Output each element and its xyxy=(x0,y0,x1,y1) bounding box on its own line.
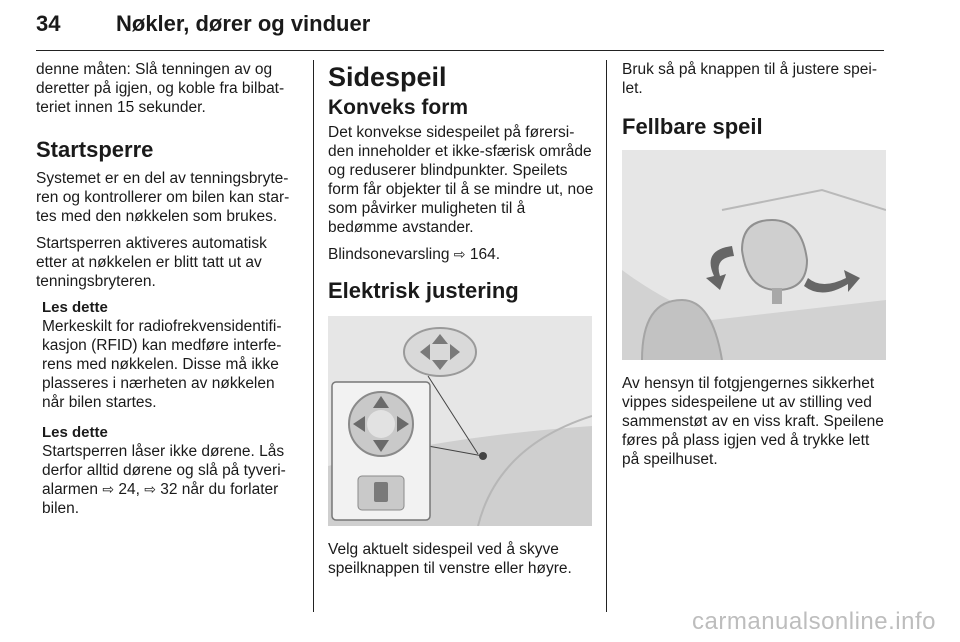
blindsone-text: Blindsonevarsling ⇨ 164. xyxy=(328,246,501,263)
startsperre-p2: Startsperren aktiveres automatisk etter at nøkkelen er blitt tatt ut av tenningsbryteren. xyxy=(36,235,267,290)
note-text: Merkeskilt for radiofrekvensidentifikasjon (RFID) kan medføre interferens med nøkkelen. Disse må ikke plasseres i nærheten av nøkkelen når bilen startes. xyxy=(42,318,282,411)
page-title: Nøkler, dører og vinduer xyxy=(116,11,371,36)
subheading-konveks: Konveks form xyxy=(328,96,469,119)
note-lock xyxy=(42,424,300,518)
note-text: Startsperren låser ikke dørene. Lås derfor alltid dørene og slå på tyverialarmen ⇨ 24, ⇨ 32 når du forlater bilen. xyxy=(42,443,286,517)
fellbare-text: Av hensyn til fotgjengernes sikkerhet vippes sidespeilene ut av stilling ved sammenstøt av en viss kraft. Speilene føres på plass igjen ved å trykke lett på speilhuset. xyxy=(622,375,884,468)
column-middle xyxy=(328,60,594,586)
page-number: 34 xyxy=(36,11,61,36)
column-right xyxy=(622,60,888,477)
subheading-elektrisk: Elektrisk justering xyxy=(328,278,519,303)
mirror-switch-illustration xyxy=(328,316,592,526)
startsperre-p1: Systemet er en del av tenningsbryteren og kontrollerer om bilen kan startes med den nøkkelen som brukes. xyxy=(36,170,290,225)
arrow-ref-icon: ⇨ xyxy=(453,246,466,262)
column-divider xyxy=(313,60,314,612)
arrow-ref-icon: ⇨ xyxy=(102,481,115,497)
adjust-text: Bruk så på knappen til å justere speilet. xyxy=(622,61,878,97)
subheading-fellbare: Fellbare speil xyxy=(622,114,763,139)
konveks-text: Det konvekse sidespeilet på førersiden inneholder et ikke-sfærisk område og reduserer blindpunkter. Speilets form får objekter til å se mindre ut, noe som påvirker muligheten til å bedømme avstander. xyxy=(328,124,594,236)
intro-text: denne måten: Slå tenningen av og deretter på igjen, og koble fra bilbatteriet innen 15 sekunder. xyxy=(36,61,285,116)
note-label: Les dette xyxy=(42,299,108,316)
elektrisk-text: Velg aktuelt sidespeil ved å skyve speilknappen til venstre eller høyre. xyxy=(328,541,572,577)
heading-startsperre: Startsperre xyxy=(36,137,154,162)
arrow-ref-icon: ⇨ xyxy=(144,481,156,497)
column-divider xyxy=(606,60,607,612)
note-label: Les dette xyxy=(42,424,108,441)
page-header xyxy=(36,6,884,51)
watermark: carmanualsonline.info xyxy=(692,608,936,635)
folding-mirror-illustration xyxy=(622,150,886,360)
column-left xyxy=(36,60,300,530)
note-rfid xyxy=(42,299,300,412)
section-title: Sidespeil xyxy=(328,62,447,92)
